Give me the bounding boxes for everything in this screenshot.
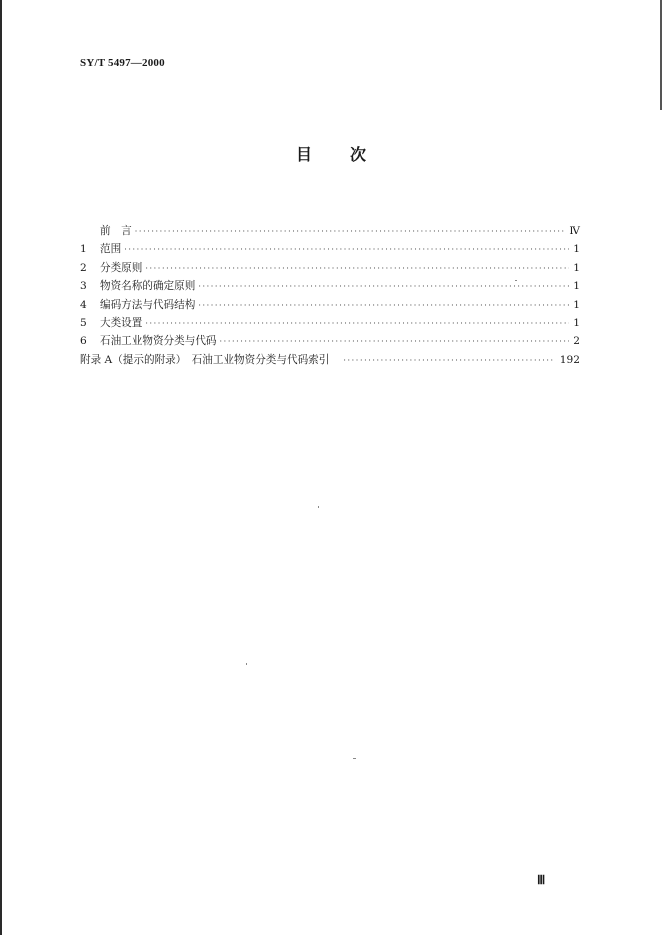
scan-speck: [318, 506, 319, 508]
appendix-page: 192: [559, 353, 580, 366]
toc-entry[interactable]: [80, 240, 580, 258]
toc-entry-page: 1: [573, 298, 580, 311]
page-number: Ⅲ: [537, 873, 546, 887]
toc-leader-dots: [198, 297, 569, 315]
toc-entry-number: 1: [80, 243, 87, 256]
toc-entry-number: 5: [80, 316, 87, 329]
toc-leader-dots: [124, 241, 569, 259]
toc-leader-dots: [135, 223, 567, 241]
toc-entry-page: 1: [573, 316, 580, 329]
toc-entry-page: 1: [573, 280, 580, 293]
toc-entry-label: 范围: [100, 243, 122, 256]
toc-entry-label: 编码方法与代码结构: [100, 298, 196, 311]
toc-entry-label: 前 言: [100, 225, 132, 237]
toc-entry-label: 大类设置: [100, 316, 143, 329]
scan-speck: [353, 758, 356, 759]
title-char-1: 目: [295, 145, 312, 164]
scan-speck: [515, 280, 517, 281]
toc-entry-number: 2: [80, 261, 87, 274]
toc-entry-appendix[interactable]: [80, 351, 580, 369]
toc-entry[interactable]: [80, 277, 580, 295]
page-title: [0, 142, 662, 165]
toc-leader-dots: [220, 333, 569, 351]
toc-entry-number: 3: [80, 280, 87, 293]
toc-entry[interactable]: [80, 332, 580, 350]
toc-leader-dots: [145, 315, 569, 333]
appendix-label: 附录 A（提示的附录） 石油工业物资分类与代码索引: [80, 353, 330, 366]
toc-entry[interactable]: [80, 296, 580, 314]
toc-entry-page: Ⅳ: [569, 225, 580, 237]
title-char-2: 次: [350, 145, 367, 164]
toc-entry-number: 4: [80, 298, 87, 311]
toc-entry[interactable]: [80, 259, 580, 277]
toc-entry[interactable]: [80, 314, 580, 332]
toc-entry[interactable]: [80, 222, 580, 240]
toc-entry-label: 物资名称的确定原则: [100, 280, 196, 293]
toc-entry-page: 1: [573, 261, 580, 274]
toc-entry-label: 分类原则: [100, 261, 143, 274]
table-of-contents: [80, 222, 580, 369]
toc-entry-page: 2: [573, 335, 580, 348]
toc-entry-page: 1: [573, 243, 580, 256]
toc-leader-dots: [198, 278, 569, 296]
toc-leader-dots: [145, 260, 569, 278]
scan-speck: [246, 663, 247, 665]
toc-entry-label: 石油工业物资分类与代码: [100, 335, 217, 348]
page-left-edge: [0, 0, 2, 935]
toc-entry-number: 6: [80, 335, 87, 348]
document-id: SY/T 5497—2000: [80, 57, 165, 69]
toc-leader-dots: [343, 352, 553, 370]
